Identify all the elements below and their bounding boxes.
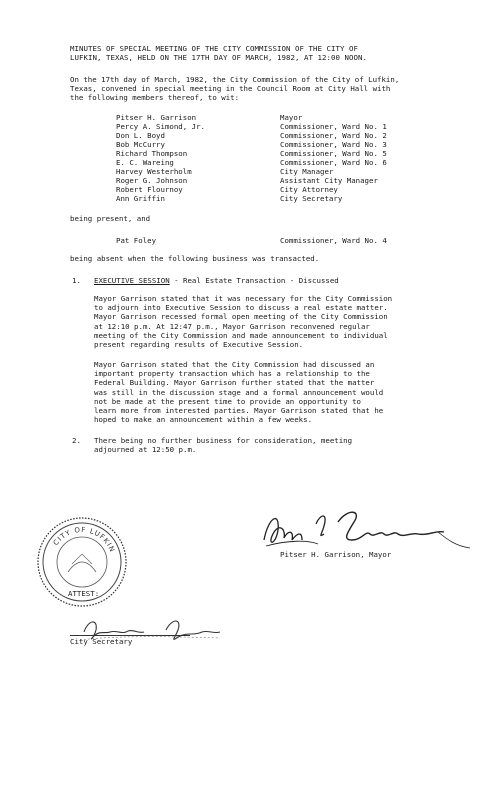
member-row <box>0 194 490 203</box>
item-line: present regarding results of Executive Session. <box>94 340 304 350</box>
minutes-heading-line: MINUTES OF SPECIAL MEETING OF THE CITY COMMISSION OF THE CITY OF <box>70 44 358 53</box>
item-line: Federal Building. Mayor Garrison further stated that the matter <box>94 378 375 388</box>
member-role: Commissioner, Ward No. 1 <box>280 122 387 131</box>
item-line: to adjourn into Executive Session to discuss a real estate matter. <box>94 303 388 313</box>
intro-line: the following members thereof, to wit: <box>70 93 240 103</box>
item-line: Mayor Garrison stated that the City Commission had discussed an <box>94 360 375 369</box>
minutes-heading-line: LUFKIN, TEXAS, HELD ON THE 17TH DAY OF MARCH, 1982, AT 12:00 NOON. <box>70 53 367 63</box>
intro-line: Texas, convened in special meeting in the Council Room at City Hall with <box>70 84 391 94</box>
item-line: not be made at the present time to provide an opportunity to <box>94 396 361 406</box>
item-line: Mayor Garrison stated that it was necessary for the City Commission <box>94 294 393 303</box>
member-row <box>0 122 490 131</box>
item-line: was still in the discussion stage and a formal announcement would <box>94 387 384 397</box>
member-row <box>0 113 490 122</box>
member-row <box>0 158 490 167</box>
member-name: Harvey Westerholm <box>116 167 192 176</box>
member-name: Richard Thompson <box>116 149 188 158</box>
member-name: Percy A. Simond, Jr. <box>116 122 205 131</box>
item-1-paragraph-2 <box>94 360 383 424</box>
intro-line: On the 17th day of March, 1982, the City Commission of the City of Lufkin, <box>70 75 400 84</box>
item-line: at 12:10 p.m. At 12:47 p.m., Mayor Garrison reconvened regular <box>94 321 370 331</box>
member-role: Commissioner, Ward No. 2 <box>280 131 387 140</box>
intro-paragraph <box>70 75 399 103</box>
being-absent-line: being absent when the following business was transacted. <box>70 254 320 263</box>
item-line: important property transaction which has a relationship to the <box>94 369 370 379</box>
member-row <box>0 185 490 194</box>
item-number: 1. <box>72 276 81 285</box>
being-present-line: being present, and <box>70 214 151 223</box>
item-title: EXECUTIVE SESSION <box>94 276 170 285</box>
item-line: learn more from interested parties. Mayor Garrison stated that he <box>94 406 384 416</box>
member-row <box>0 131 490 140</box>
member-row-absent <box>0 236 490 245</box>
member-row <box>0 167 490 176</box>
member-role: Mayor <box>280 113 303 122</box>
item-line: meeting of the City Commission and made announcement to individual <box>94 330 388 340</box>
svg-text:CITY OF LUFKIN <box>52 526 117 554</box>
member-name: E. C. Wareing <box>116 158 174 167</box>
member-name: Bob McCurry <box>116 140 165 149</box>
item-2-body <box>94 436 352 454</box>
member-row <box>0 176 490 185</box>
member-role: Assistant City Manager <box>280 176 378 185</box>
member-role: Commissioner, Ward No. 6 <box>280 158 387 167</box>
member-name: Roger G. Johnson <box>116 176 188 185</box>
member-role: City Secretary <box>280 194 343 203</box>
secretary-signature-line <box>70 635 190 636</box>
item-line: Mayor Garrison recessed formal open meeting of the City Commission <box>94 312 388 322</box>
secretary-caption: City Secretary <box>70 637 133 646</box>
member-name: Robert Flournoy <box>116 185 183 194</box>
member-name: Ann Griffin <box>116 194 165 203</box>
member-role: City Attorney <box>280 185 338 194</box>
member-row <box>0 140 490 149</box>
item-subtitle: - Real Estate Transaction - Discussed <box>169 276 339 285</box>
member-role: City Manager <box>280 167 334 176</box>
attest-label: ATTEST: <box>68 589 100 598</box>
item-line: adjourned at 12:50 p.m. <box>94 445 197 455</box>
item-line: hoped to make an announcement within a few weeks. <box>94 415 313 425</box>
member-name: Pat Foley <box>116 236 157 245</box>
mayor-caption: Pitser H. Garrison, Mayor <box>280 550 392 559</box>
member-role: Commissioner, Ward No. 4 <box>280 236 387 245</box>
member-role: Commissioner, Ward No. 3 <box>280 140 387 149</box>
member-name: Don L. Boyd <box>116 131 165 140</box>
item-number: 2. <box>72 436 81 445</box>
seal-text: CITY OF LUFKIN <box>51 525 117 554</box>
member-role: Commissioner, Ward No. 5 <box>280 149 387 158</box>
item-1-paragraph-1 <box>94 294 392 349</box>
minutes-heading <box>70 44 367 62</box>
item-line: There being no further business for consideration, meeting <box>94 436 353 445</box>
member-row <box>0 149 490 158</box>
member-name: Pitser H. Garrison <box>116 113 197 122</box>
